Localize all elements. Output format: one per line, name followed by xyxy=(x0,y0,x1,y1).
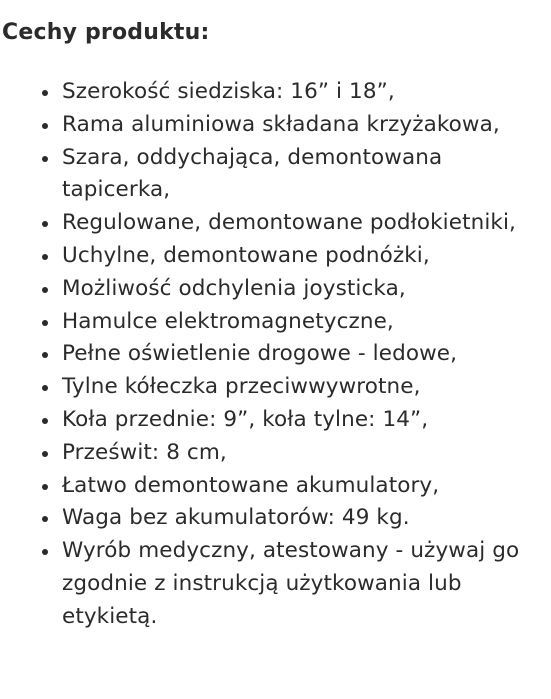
feature-item-wheel-sizes: Koła przednie: 9”, koła tylne: 14”, xyxy=(0,404,551,437)
feature-item-ground-clearance: Prześwit: 8 cm, xyxy=(0,437,551,470)
feature-item-brakes: Hamulce elektromagnetyczne, xyxy=(0,306,551,339)
feature-item-batteries: Łatwo demontowane akumulatory, xyxy=(0,470,551,503)
feature-item-seat-width: Szerokość siedziska: 16” i 18”, xyxy=(0,76,551,109)
feature-item-weight: Waga bez akumulatorów: 49 kg. xyxy=(0,502,551,535)
feature-item-frame: Rama aluminiowa składana krzyżakowa, xyxy=(0,109,551,142)
feature-item-lighting: Pełne oświetlenie drogowe - ledowe, xyxy=(0,338,551,371)
product-features-list xyxy=(0,76,551,634)
feature-item-anti-tip-wheels: Tylne kółeczka przeciwwywrotne, xyxy=(0,371,551,404)
feature-item-footrests: Uchylne, demontowane podnóżki, xyxy=(0,240,551,273)
feature-item-joystick: Możliwość odchylenia joysticka, xyxy=(0,273,551,306)
feature-item-armrests: Regulowane, demontowane podłokietniki, xyxy=(0,207,551,240)
feature-item-medical-device: Wyrób medyczny, atestowany - używaj go zgodnie z instrukcją użytkowania lub etykietą. xyxy=(0,535,551,633)
feature-item-upholstery: Szara, oddychająca, demontowana tapicerka, xyxy=(0,142,551,208)
product-features-heading: Cechy produktu: xyxy=(2,20,210,45)
